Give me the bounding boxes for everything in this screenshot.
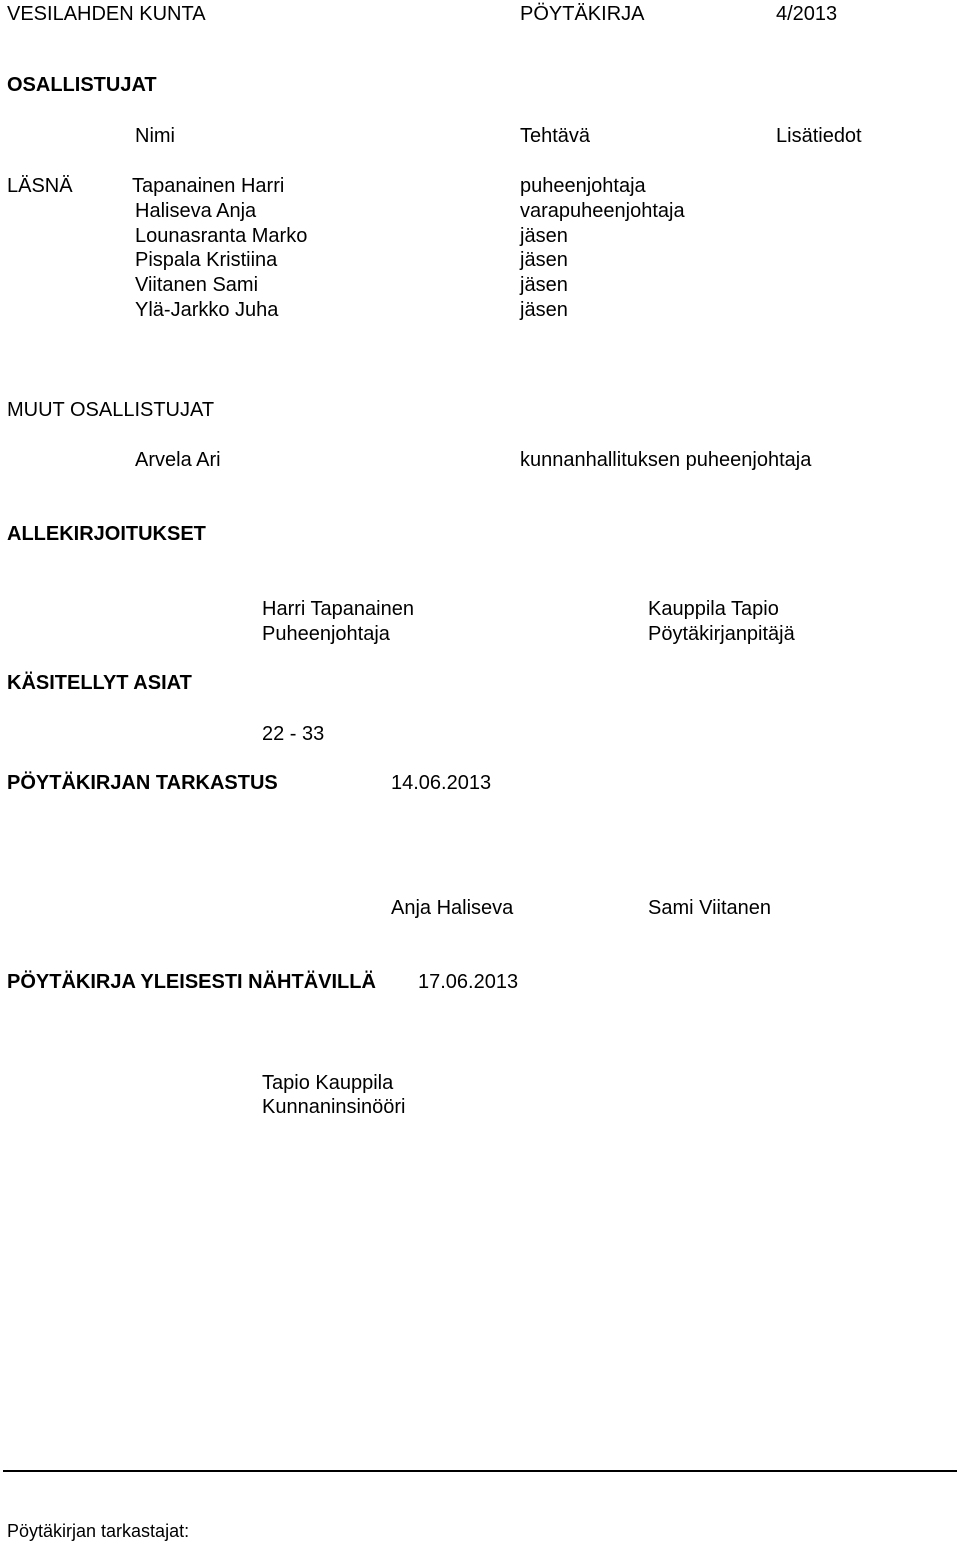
other-participant-name: Arvela Ari bbox=[135, 449, 221, 471]
footer-reviewers-label: Pöytäkirjan tarkastajat: bbox=[7, 1521, 190, 1541]
participant-name: Viitanen Sami bbox=[135, 274, 259, 296]
participant-name: Haliseva Anja bbox=[135, 200, 257, 222]
minutes-review-heading: PÖYTÄKIRJAN TARKASTUS bbox=[7, 772, 278, 794]
participant-role: jäsen bbox=[520, 225, 568, 247]
column-header-info: Lisätiedot bbox=[776, 125, 862, 147]
participant-name: Ylä-Jarkko Juha bbox=[135, 299, 279, 321]
chair-signature-title: Puheenjohtaja bbox=[262, 623, 390, 645]
participant-name: Tapanainen Harri bbox=[132, 175, 285, 197]
participant-role: jäsen bbox=[520, 299, 568, 321]
participant-name: Lounasranta Marko bbox=[135, 225, 308, 247]
handled-items-range: 22 - 33 bbox=[262, 723, 325, 745]
participants-heading: OSALLISTUJAT bbox=[7, 74, 157, 96]
reviewer-name: Sami Viitanen bbox=[648, 897, 772, 919]
participant-role: jäsen bbox=[520, 274, 568, 296]
column-header-role: Tehtävä bbox=[520, 125, 591, 147]
participant-role: jäsen bbox=[520, 249, 568, 271]
organization-name: VESILAHDEN KUNTA bbox=[7, 3, 206, 25]
participant-role: puheenjohtaja bbox=[520, 175, 646, 197]
other-participant-role: kunnanhallituksen puheenjohtaja bbox=[520, 449, 812, 471]
public-display-heading: PÖYTÄKIRJA YLEISESTI NÄHTÄVILLÄ bbox=[7, 971, 376, 993]
secretary-signature-title: Pöytäkirjanpitäjä bbox=[648, 623, 795, 645]
secretary-signature-name: Kauppila Tapio bbox=[648, 598, 779, 620]
public-display-date: 17.06.2013 bbox=[418, 971, 519, 993]
chair-signature-name: Harri Tapanainen bbox=[262, 598, 414, 620]
document-number: 4/2013 bbox=[776, 3, 838, 25]
present-label: LÄSNÄ bbox=[7, 175, 73, 197]
signatures-heading: ALLEKIRJOITUKSET bbox=[7, 523, 206, 545]
column-header-name: Nimi bbox=[135, 125, 175, 147]
handled-items-heading: KÄSITELLYT ASIAT bbox=[7, 672, 192, 694]
minutes-review-date: 14.06.2013 bbox=[391, 772, 492, 794]
footer-divider bbox=[3, 1470, 957, 1472]
official-name: Tapio Kauppila bbox=[262, 1072, 394, 1094]
official-title: Kunnaninsinööri bbox=[262, 1096, 406, 1118]
participant-name: Pispala Kristiina bbox=[135, 249, 278, 271]
other-participants-heading: MUUT OSALLISTUJAT bbox=[7, 399, 215, 421]
document-type: PÖYTÄKIRJA bbox=[520, 3, 645, 25]
participant-role: varapuheenjohtaja bbox=[520, 200, 685, 222]
reviewer-name: Anja Haliseva bbox=[391, 897, 514, 919]
